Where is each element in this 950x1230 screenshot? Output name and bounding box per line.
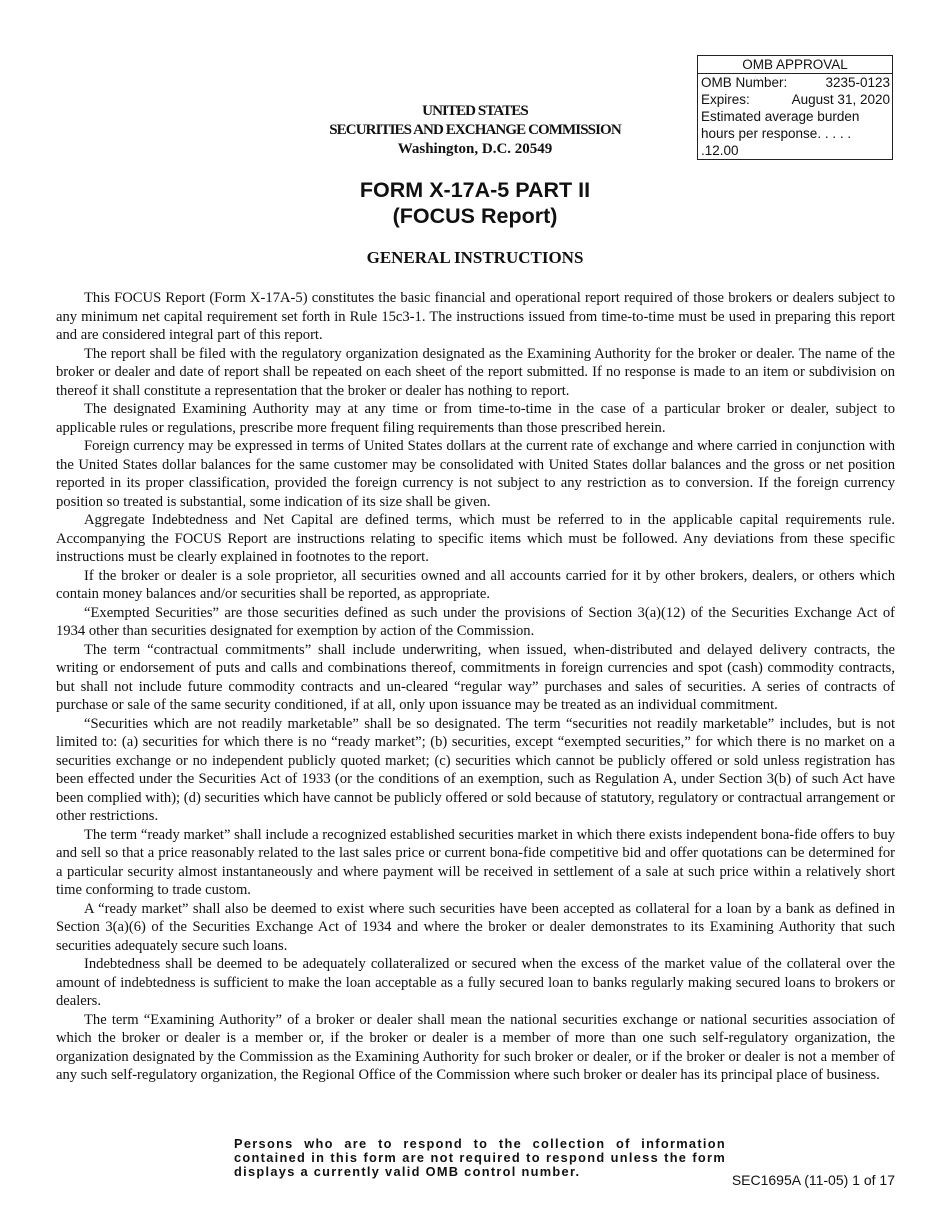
paragraph: The term “ready market” shall include a recognized established securities market in which there exists independent bona-fide offers to buy and sell so that a price reasonably related to the last sales price or current bona-fide competitive bid and offer quotations can be determined for a particular security almost instantaneously and where payment will be received in settlement of a sale at such price within a relatively short time conforming to trade custom.	[56, 826, 895, 898]
paragraph: The term “contractual commitments” shall include underwriting, when issued, when-distributed and delayed delivery contracts, the writing or endorsement of puts and calls and combinations thereof, commitments in foreign currencies and spot (cash) commodity contracts, but shall not include future commodity contracts and un-cleared “regular way” purchases and sales of securities. A series of contracts of purchase or sale of the same security conditioned, if at all, only upon issuance may be treated as an individual commitment.	[56, 641, 895, 713]
agency-country: UNITED STATES	[422, 103, 528, 119]
paragraph: This FOCUS Report (Form X-17A-5) constitutes the basic financial and operational report required of those brokers or dealers subject to any minimum net capital requirement set forth in Rule 15c3-1. The instructions issued from time-to-time must be used in preparing this report and are considered integral part of this report.	[56, 290, 895, 343]
form-number: SEC1695A (11-05) 1 of 17	[731, 1172, 895, 1188]
omb-control-notice: Persons who are to respond to the collection of information contained in this form are not required to respond unless the form displays a currently valid OMB control number.	[234, 1136, 726, 1179]
omb-number-row	[698, 74, 892, 91]
paragraph: Aggregate Indebtedness and Net Capital are defined terms, which must be referred to in the applicable capital requirements rule. Accompanying the FOCUS Report are instructions relating to specific items which must be followed. Any deviations from these specific instructions must be clearly explained in footnotes to the report.	[56, 512, 895, 565]
paragraph: The term “Examining Authority” of a broker or dealer shall mean the national securities exchange or national securities association of which the broker or dealer is a member or, if the broker or dealer is a member of more than one such self-regulatory organization, the organization designated by the Commission as the Examining Authority for such broker or dealer, or if the broker or dealer is not a member of any such self-regulatory organization, the Regional Office of the Commission where such broker or dealer has its principal place of business.	[56, 1011, 895, 1083]
paragraph: The report shall be filed with the regulatory organization designated as the Examining Authority for the broker or dealer. The name of the broker or dealer and date of report shall be repeated on each sheet of the report submitted. If no response is made to an item or subdivision on thereof it shall constitute a representation that the broker or dealer has nothing to report.	[56, 345, 895, 399]
paragraph: The designated Examining Authority may at any time or from time-to-time in the case of a particular broker or dealer, subject to applicable rules or regulations, prescribe more frequent filing requirements than those prescribed herein.	[56, 401, 895, 436]
paragraph: Indebtedness shall be deemed to be adequately collateralized or secured when the excess of the market value of the collateral over the amount of indebtedness is sufficient to make the loan acceptable as a fully secured loan to banks regularly making secured loans to brokers or dealers.	[56, 956, 895, 1009]
paragraph: “Exempted Securities” are those securities defined as such under the provisions of Section 3(a)(12) of the Securities Exchange Act of 1934 other than securities designated for exemption by action of the Commission.	[56, 604, 895, 639]
omb-number-label: OMB Number:	[701, 75, 788, 90]
form-title	[250, 177, 700, 229]
form-title-line1: FORM X-17A-5 PART II	[359, 178, 591, 202]
omb-title: OMB APPROVAL	[698, 56, 892, 74]
form-title-line2: (FOCUS Report)	[392, 204, 558, 228]
paragraph: “Securities which are not readily marketable” shall be so designated. The term “securities not readily marketable” includes, but is not limited to: (a) securities for which there is no “ready market”; (b) securities, except “exempted securities,” for which there is no market on a securities exchange or no independent publicly quoted market; (c) securities which cannot be publicly offered or sold unless registration has been effected under the Securities Act of 1933 (or the conditions of an exemption, such as Regulation A, under Section 3(b) of such Act have been complied with); (d) securities which have cannot be publicly offered or sold because of statutory, regulatory or contractual arrangement or other restrictions.	[56, 715, 895, 824]
paragraph: A “ready market” shall also be deemed to exist where such securities have been accepted as collateral for a loan by a bank as defined in Section 3(a)(6) of the Securities Exchange Act of 1934 and where the broker or dealer demonstrates to its Examining Authority that such securities adequately secure such loans.	[56, 900, 895, 954]
instructions-body	[56, 289, 895, 1085]
agency-header	[295, 102, 655, 159]
omb-expires-label: Expires:	[701, 92, 750, 107]
omb-approval-box	[697, 55, 893, 160]
agency-name: SECURITIES AND EXCHANGE COMMISSION	[329, 122, 621, 138]
paragraph: If the broker or dealer is a sole proprietor, all securities owned and all accounts carried for it by other brokers, dealers, or others which contain money balances and/or securities shall be reported, as appropriate.	[56, 567, 895, 602]
omb-expires-row	[698, 91, 892, 108]
omb-burden-line1: Estimated average burden	[701, 109, 860, 124]
omb-expires-value: August 31, 2020	[791, 92, 890, 107]
omb-burden-line2: hours per response. . . . . .12.00	[701, 126, 852, 158]
paragraph: Foreign currency may be expressed in terms of United States dollars at the current rate of exchange and where carried in conjunction with the United States dollar balances for the same customer may be consolidated with United States dollar balances and the gross or net position reported in its proper classification, provided the foreign currency is not subject to any restriction as to conversion. If the foreign currency position so treated is substantial, some indication of its size shall be given.	[56, 438, 895, 510]
agency-address: Washington, D.C. 20549	[397, 141, 553, 157]
section-heading: GENERAL INSTRUCTIONS	[366, 248, 584, 267]
omb-number-value: 3235-0123	[825, 75, 890, 90]
